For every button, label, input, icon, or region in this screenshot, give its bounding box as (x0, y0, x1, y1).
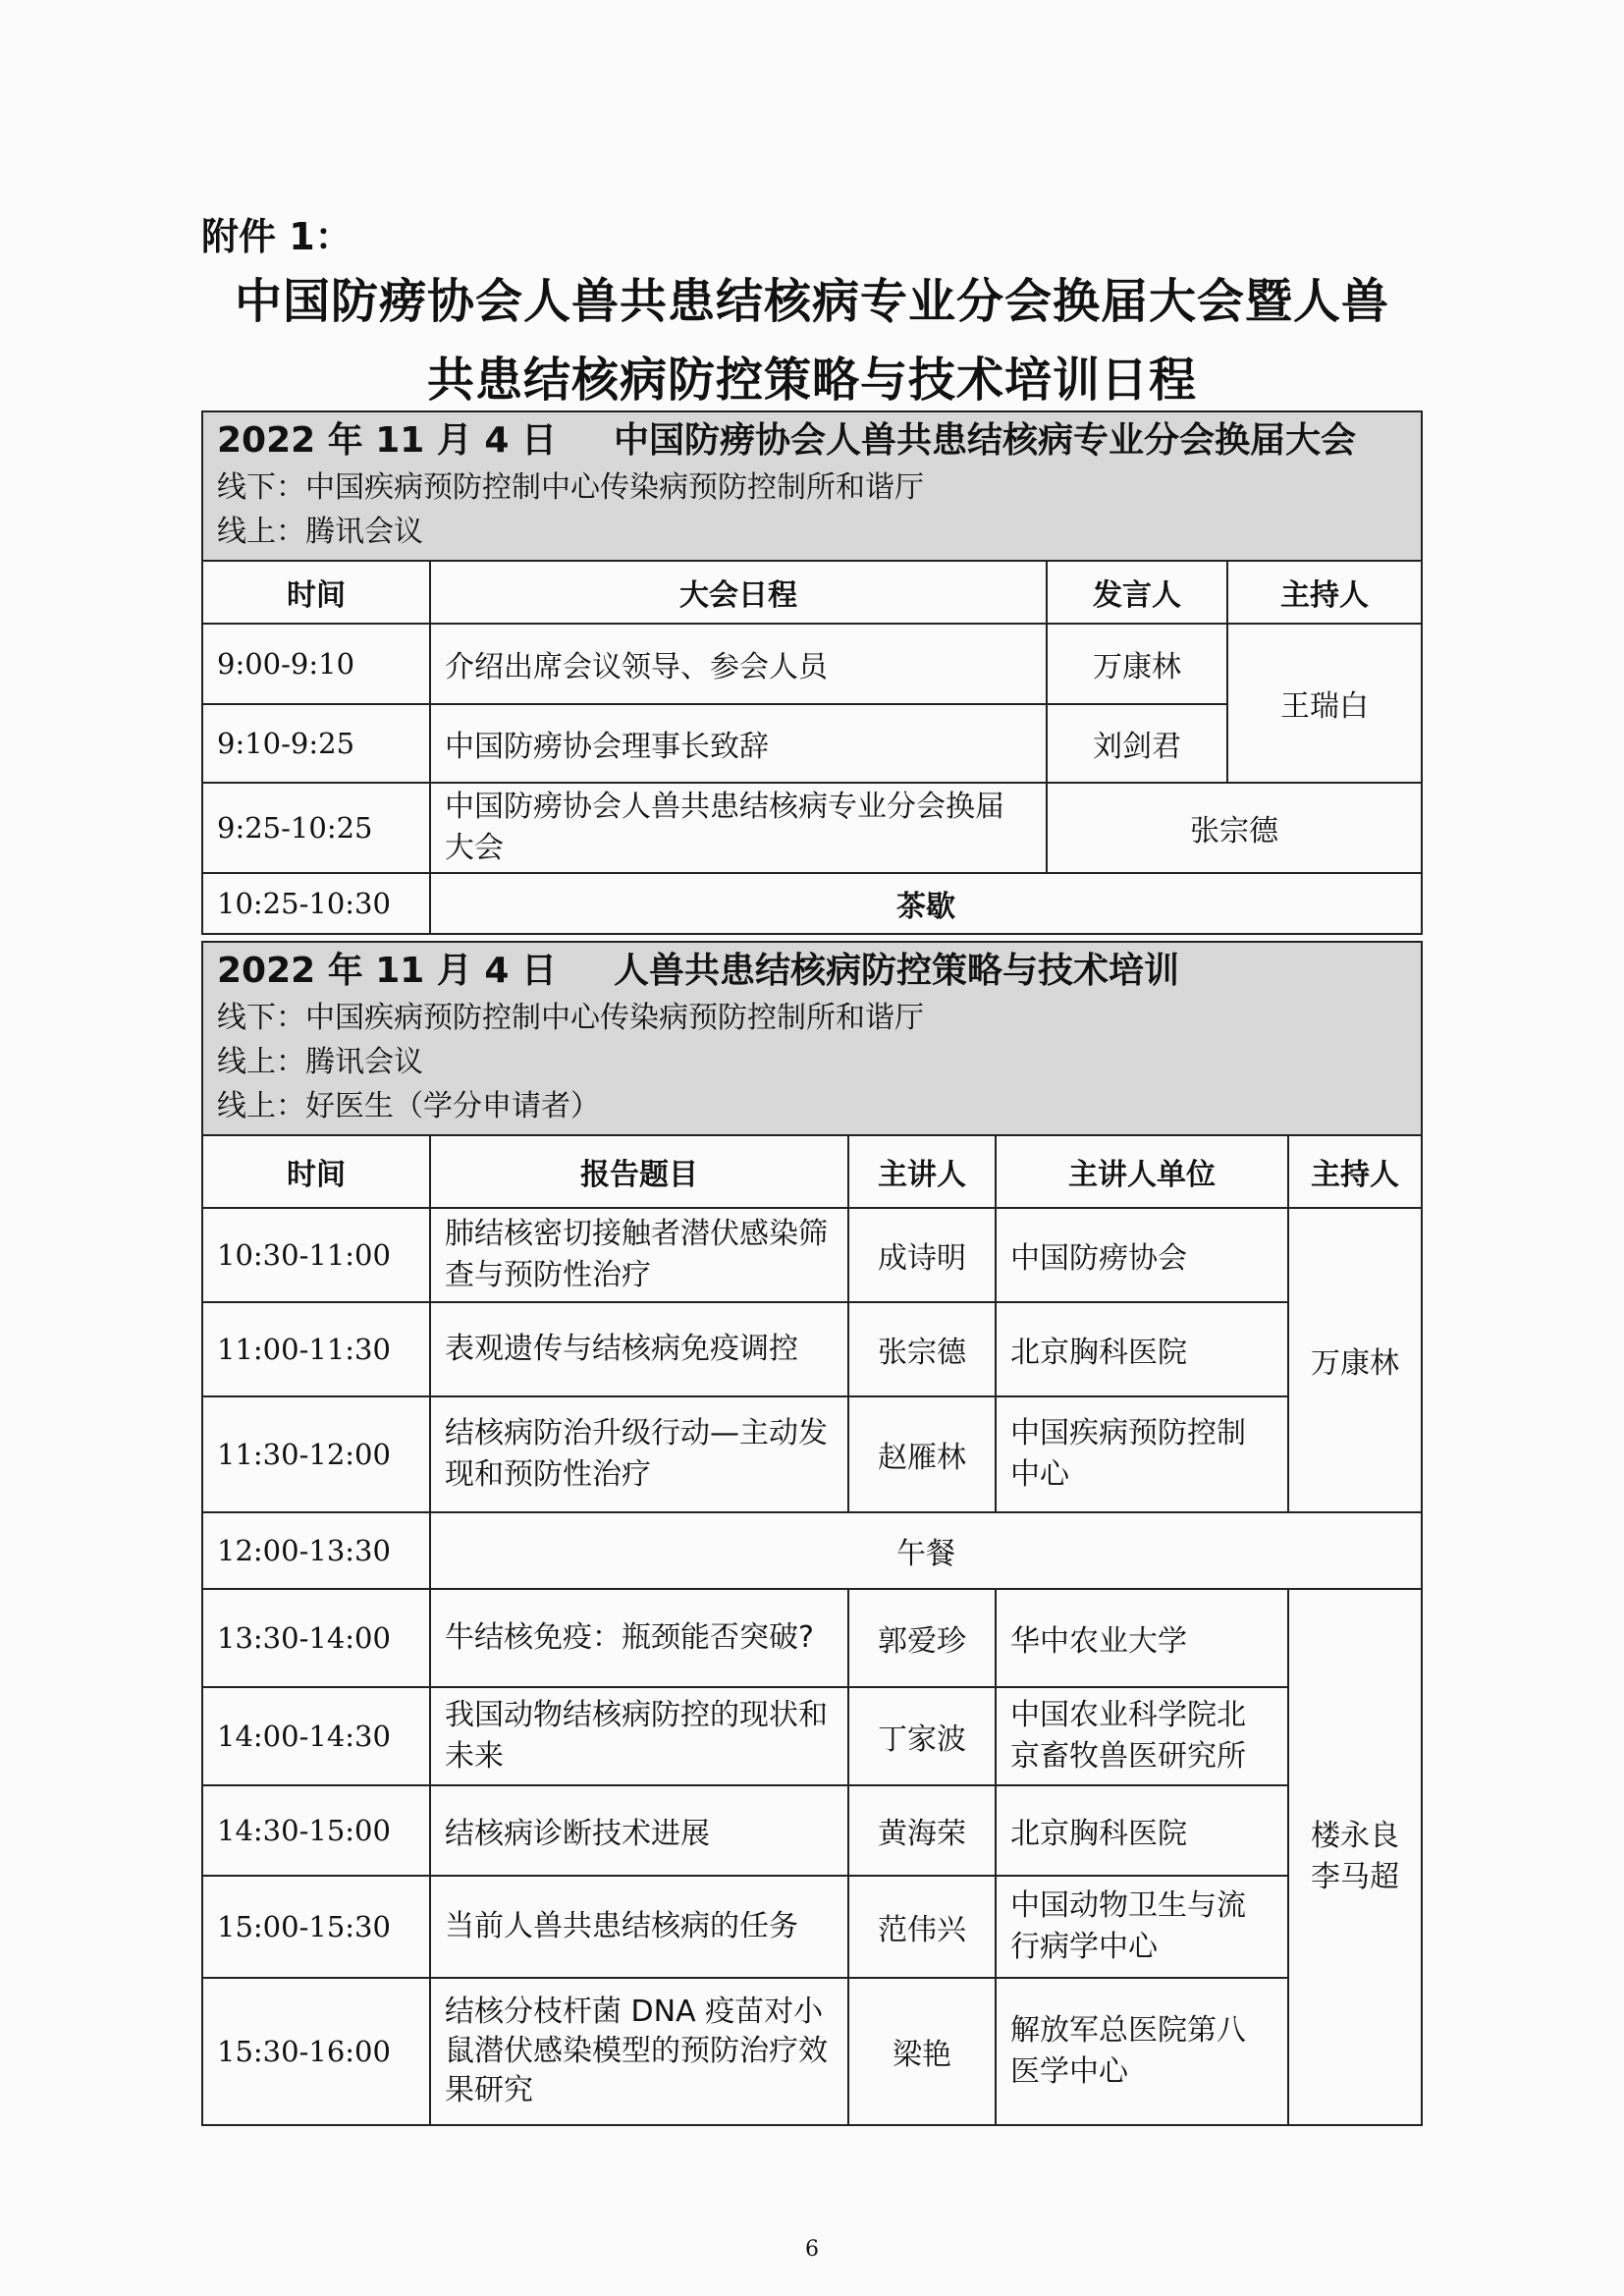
col-header-topic: 报告题目 (430, 1135, 848, 1208)
table-row (202, 783, 1422, 873)
row-time: 9:00-9:10 (202, 624, 430, 704)
row-lecturer-org: 北京胸科医院 (996, 1302, 1288, 1396)
row-speaker: 张宗德 (1047, 783, 1422, 873)
row-lecturer: 成诗明 (848, 1208, 996, 1302)
row-agenda-item: 中国防痨协会人兽共患结核病专业分会换届大会 (430, 783, 1047, 873)
section2-header-band (202, 942, 1422, 1135)
row-time: 9:10-9:25 (202, 704, 430, 783)
afternoon-hosts (1288, 1589, 1422, 2125)
section1-column-headers (202, 561, 1422, 624)
col-header-lecturer: 主讲人 (848, 1135, 996, 1208)
document-title-line-2: 共患结核病防控策略与技术培训日程 (426, 353, 1197, 408)
break-row (202, 873, 1422, 934)
row-time: 15:30-16:00 (202, 1978, 430, 2125)
row-lecturer-org: 中国疾病预防控制中心 (996, 1396, 1288, 1512)
row-lecturer-org: 华中农业大学 (996, 1589, 1288, 1687)
table-row (202, 1687, 1422, 1785)
table-row (202, 1396, 1422, 1512)
morning-host: 万康林 (1288, 1208, 1422, 1512)
row-speaker: 刘剑君 (1047, 704, 1227, 783)
section2-column-headers (202, 1135, 1422, 1208)
section2-date: 2022 年 11 月 4 日 (217, 951, 558, 991)
row-lecturer: 范伟兴 (848, 1876, 996, 1978)
afternoon-host-1: 楼永良 (1311, 1819, 1400, 1853)
row-topic: 牛结核免疫：瓶颈能否突破? (430, 1589, 848, 1687)
row-time: 10:30-11:00 (202, 1208, 430, 1302)
table-row (202, 1589, 1422, 1687)
table-row (202, 1876, 1422, 1978)
table-row (202, 1302, 1422, 1396)
row-lecturer: 黄海荣 (848, 1785, 996, 1876)
section2-schedule-table (201, 941, 1423, 2126)
section1-date: 2022 年 11 月 4 日 (217, 420, 558, 461)
row-time: 14:30-15:00 (202, 1785, 430, 1876)
col-header-host: 主持人 (1227, 561, 1422, 624)
section1-schedule-table (201, 410, 1423, 935)
lunch-label: 午餐 (430, 1512, 1422, 1589)
col-header-agenda: 大会日程 (430, 561, 1047, 624)
attachment-label: 附件 1： (201, 215, 352, 258)
row-lecturer-org: 解放军总医院第八医学中心 (996, 1978, 1288, 2125)
section2-offline-venue: 线下：中国疾病预防控制中心传染病预防控制所和谐厅 (217, 1001, 924, 1035)
lunch-time: 12:00-13:30 (202, 1512, 430, 1589)
row-topic: 结核病防治升级行动—主动发现和预防性治疗 (430, 1396, 848, 1512)
section2-online-venue-2: 线上：好医生（学分申请者） (217, 1089, 600, 1123)
row-topic: 结核分枝杆菌 DNA 疫苗对小鼠潜伏感染模型的预防治疗效果研究 (430, 1978, 848, 2125)
lunch-row (202, 1512, 1422, 1589)
row-topic: 肺结核密切接触者潜伏感染筛查与预防性治疗 (430, 1208, 848, 1302)
row-lecturer-org: 中国防痨协会 (996, 1208, 1288, 1302)
table-row (202, 1208, 1422, 1302)
row-topic: 结核病诊断技术进展 (430, 1785, 848, 1876)
page-number: 6 (805, 2237, 819, 2262)
row-topic: 当前人兽共患结核病的任务 (430, 1876, 848, 1978)
break-label: 茶歇 (430, 873, 1422, 934)
row-lecturer: 郭爱珍 (848, 1589, 996, 1687)
row-time: 13:30-14:00 (202, 1589, 430, 1687)
section1-event-name: 中国防痨协会人兽共患结核病专业分会换届大会 (614, 420, 1357, 461)
row-time: 11:30-12:00 (202, 1396, 430, 1512)
section1-offline-venue: 线下：中国疾病预防控制中心传染病预防控制所和谐厅 (217, 470, 924, 505)
section2-online-venue-1: 线上：腾讯会议 (217, 1045, 423, 1079)
row-lecturer-org: 中国动物卫生与流行病学中心 (996, 1876, 1288, 1978)
row-topic: 我国动物结核病防控的现状和未来 (430, 1687, 848, 1785)
row-time: 11:00-11:30 (202, 1302, 430, 1396)
col-header-speaker: 发言人 (1047, 561, 1227, 624)
section2-event-name: 人兽共患结核病防控策略与技术培训 (614, 951, 1180, 991)
section1-online-venue: 线上：腾讯会议 (217, 515, 423, 549)
row-lecturer-org: 北京胸科医院 (996, 1785, 1288, 1876)
col-header-host: 主持人 (1288, 1135, 1422, 1208)
col-header-lecturer-org: 主讲人单位 (996, 1135, 1288, 1208)
row-lecturer: 梁艳 (848, 1978, 996, 2125)
table-row (202, 624, 1422, 704)
table-row (202, 1978, 1422, 2125)
afternoon-host-2: 李马超 (1311, 1860, 1400, 1894)
row-lecturer: 赵雁林 (848, 1396, 996, 1512)
break-time: 10:25-10:30 (202, 873, 430, 934)
row-time: 14:00-14:30 (202, 1687, 430, 1785)
section1-header-band (202, 411, 1422, 561)
row-time: 15:00-15:30 (202, 1876, 430, 1978)
section1-host: 王瑞白 (1227, 624, 1422, 783)
row-lecturer-org: 中国农业科学院北京畜牧兽医研究所 (996, 1687, 1288, 1785)
row-time: 9:25-10:25 (202, 783, 430, 873)
col-header-time: 时间 (202, 561, 430, 624)
row-topic: 表观遗传与结核病免疫调控 (430, 1302, 848, 1396)
table-row (202, 1785, 1422, 1876)
document-title-line-1: 中国防痨协会人兽共患结核病专业分会换届大会暨人兽 (234, 274, 1389, 329)
col-header-time: 时间 (202, 1135, 430, 1208)
row-agenda-item: 介绍出席会议领导、参会人员 (430, 624, 1047, 704)
row-lecturer: 丁家波 (848, 1687, 996, 1785)
row-lecturer: 张宗德 (848, 1302, 996, 1396)
row-speaker: 万康林 (1047, 624, 1227, 704)
row-agenda-item: 中国防痨协会理事长致辞 (430, 704, 1047, 783)
